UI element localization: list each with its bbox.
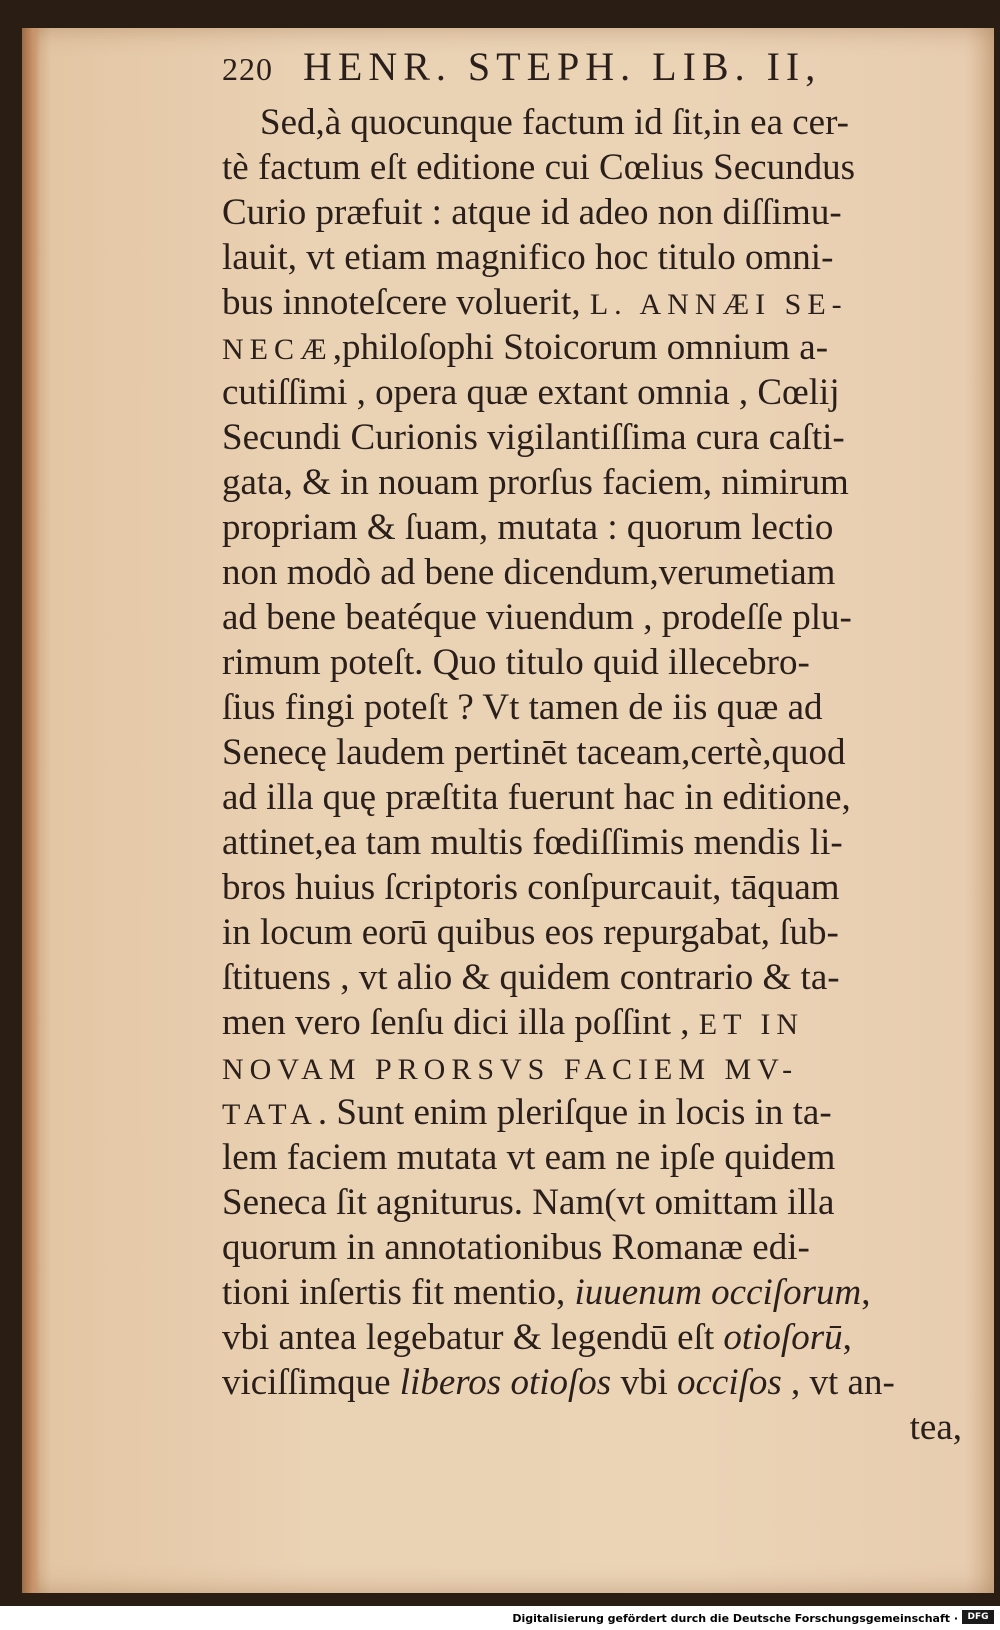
page-content xyxy=(222,40,962,1450)
text-segment: quorum in annotationibus Romanæ edi- xyxy=(222,1227,810,1268)
text-segment: attinet,ea tam multis fœdiſſimis mendis li- xyxy=(222,822,843,863)
text-line xyxy=(222,1360,962,1405)
text-segment: in locum eorū quibus eos repurgabat, ſub- xyxy=(222,912,839,953)
italic-text: iuuenum occiſorum xyxy=(574,1272,862,1313)
text-line xyxy=(222,910,962,955)
text-line xyxy=(222,595,962,640)
italic-text: otioſorū xyxy=(723,1317,843,1358)
text-line xyxy=(222,955,962,1000)
text-line xyxy=(222,1225,962,1270)
text-segment: non modò ad bene dicendum,verumetiam xyxy=(222,552,836,593)
text-segment: tioni inſertis fit mentio, xyxy=(222,1272,575,1313)
text-segment: ad illa quę præſtita fuerunt hac in editione, xyxy=(222,777,851,818)
text-line xyxy=(222,325,962,370)
text-segment: ſius fingi poteſt ? Vt tamen de iis quæ ad xyxy=(222,687,823,728)
text-segment: gata, & in nouam prorſus faciem, nimirum xyxy=(222,462,849,503)
page-gutter-shadow xyxy=(22,28,40,1593)
text-segment: Secundi Curionis vigilantiſſima cura caſti- xyxy=(222,417,845,458)
text-line xyxy=(222,1180,962,1225)
text-segment: Seneca ſit agniturus. Nam(vt omittam illa xyxy=(222,1182,835,1223)
text-line xyxy=(222,1315,962,1360)
text-segment: ad bene beatéque viuendum , prodeſſe plu- xyxy=(222,597,852,638)
text-line xyxy=(222,235,962,280)
text-line xyxy=(222,820,962,865)
small-caps-text: ET IN xyxy=(698,1008,805,1041)
text-segment: ſtituens , vt alio & quidem contrario & ta- xyxy=(222,957,840,998)
italic-text: occiſos xyxy=(676,1362,782,1403)
text-line xyxy=(222,280,962,325)
text-segment: , vt an- xyxy=(781,1362,895,1403)
text-segment: lauit, vt etiam magnifico hoc titulo omni- xyxy=(222,237,834,278)
text-segment: cutiſſimi , opera quæ extant omnia , Cœlij xyxy=(222,372,840,413)
text-segment: Senecę laudem pertinēt taceam,certè,quod xyxy=(222,732,846,773)
text-segment: vbi xyxy=(611,1362,677,1403)
text-segment: , xyxy=(842,1317,852,1358)
running-header xyxy=(222,40,962,94)
small-caps-text: L. ANNÆI SE- xyxy=(589,288,848,321)
small-caps-text: NOVAM PRORSVS FACIEM MV- xyxy=(222,1053,799,1086)
text-segment: , xyxy=(861,1272,871,1313)
text-line xyxy=(222,145,962,190)
small-caps-text: TATA xyxy=(222,1098,318,1131)
text-segment: Sed,à quocunque factum id ſit,in ea cer- xyxy=(260,102,849,143)
text-line xyxy=(222,865,962,910)
text-segment: vbi antea legebatur & legendū eſt xyxy=(222,1317,724,1358)
text-line xyxy=(222,730,962,775)
digitization-credit: Digitalisierung gefördert durch die Deutsche Forschungsgemeinschaft · xyxy=(512,1612,958,1625)
text-segment: lem faciem mutata vt eam ne ipſe quidem xyxy=(222,1137,836,1178)
text-segment: viciſſimque xyxy=(222,1362,400,1403)
text-line xyxy=(222,1090,962,1135)
text-line xyxy=(222,1270,962,1315)
text-line xyxy=(222,1135,962,1180)
italic-text: liberos otioſos xyxy=(399,1362,612,1403)
running-title: HENR. STEPH. LIB. II, xyxy=(303,44,822,89)
text-line xyxy=(222,550,962,595)
text-segment: rimum poteſt. Quo titulo quid illecebro- xyxy=(222,642,810,683)
body-text xyxy=(222,100,962,1450)
small-caps-text: NECÆ xyxy=(222,333,333,366)
text-line xyxy=(222,685,962,730)
dfg-logo: DFG xyxy=(962,1610,994,1624)
text-line xyxy=(222,505,962,550)
text-segment: propriam & ſuam, mutata : quorum lectio xyxy=(222,507,834,548)
text-line xyxy=(222,640,962,685)
text-line xyxy=(222,1405,962,1450)
text-segment: tea, xyxy=(909,1407,962,1448)
text-segment: . Sunt enim pleriſque in locis in ta- xyxy=(317,1092,832,1133)
text-line xyxy=(222,460,962,505)
text-segment: ,philoſophi Stoicorum omnium a- xyxy=(332,327,829,368)
text-segment: men vero ſenſu dici illa poſſint , xyxy=(222,1002,699,1043)
text-line xyxy=(222,100,962,145)
text-segment: bros huius ſcriptoris conſpurcauit, tāquam xyxy=(222,867,840,908)
text-segment: Curio præfuit : atque id adeo non diſſimu- xyxy=(222,192,842,233)
text-line xyxy=(222,190,962,235)
text-line xyxy=(222,370,962,415)
text-line xyxy=(222,1045,962,1090)
text-segment: tè factum eſt editione cui Cœlius Secundus xyxy=(222,147,855,188)
page-number: 220 xyxy=(222,51,273,87)
text-line xyxy=(222,1000,962,1045)
text-line xyxy=(222,415,962,460)
text-segment: bus innoteſcere voluerit, xyxy=(222,282,590,323)
text-line xyxy=(222,775,962,820)
